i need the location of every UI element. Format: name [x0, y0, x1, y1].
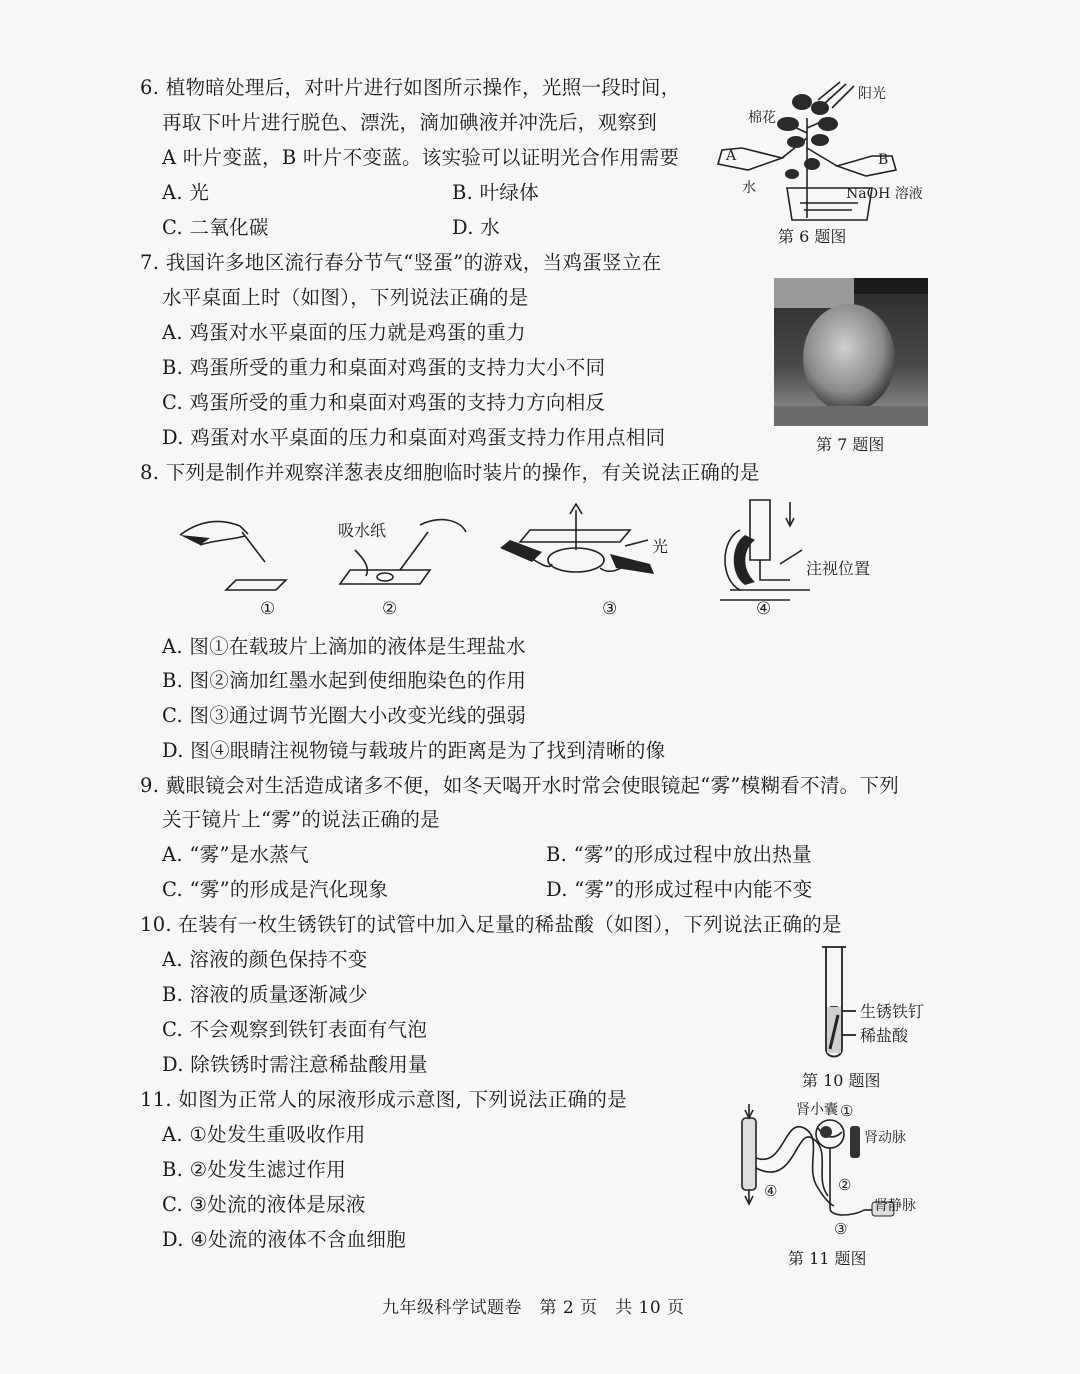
q11-label-2: ②: [838, 1176, 852, 1194]
q11-label-renal-vein: 肾静脉: [874, 1198, 916, 1214]
q8-operations-figure: [170, 490, 910, 620]
q10-figure-caption: 第 10 题图: [802, 1071, 881, 1090]
q11-label-3: ③: [834, 1220, 848, 1238]
q8-label-blotting-paper: 吸水纸: [338, 521, 387, 540]
page-footer: 九年级科学试题卷 第 2 页 共 10 页: [382, 1298, 685, 1318]
q11-label-4: ④: [764, 1182, 778, 1200]
q6-label-sunlight: 阳光: [858, 86, 886, 102]
q6-stem-line-1: 6. 植物暗处理后，对叶片进行如图所示操作，光照一段时间，: [140, 76, 681, 99]
q8-number-1: ①: [260, 599, 276, 619]
q9-option-a: A. “雾”是水蒸气: [162, 843, 309, 866]
q7-option-c: C. 鸡蛋所受的重力和桌面对鸡蛋的支持力方向相反: [162, 391, 606, 414]
q6-stem-line-3: A 叶片变蓝，B 叶片不变蓝。该实验可以证明光合作用需要: [162, 146, 680, 169]
q7-option-a: A. 鸡蛋对水平桌面的压力就是鸡蛋的重力: [162, 321, 526, 344]
q6-option-c: C. 二氧化碳: [162, 216, 269, 239]
q11-figure-caption: 第 11 题图: [788, 1249, 867, 1268]
q6-option-b: B. 叶绿体: [452, 181, 540, 204]
q11-option-d: D. ④处流的液体不含血细胞: [162, 1228, 407, 1251]
q10-option-d: D. 除铁锈时需注意稀盐酸用量: [162, 1053, 428, 1076]
q9-option-c: C. “雾”的形成是汽化现象: [162, 878, 389, 901]
q9-option-b: B. “雾”的形成过程中放出热量: [546, 843, 812, 866]
q7-option-b: B. 鸡蛋所受的重力和桌面对鸡蛋的支持力大小不同: [162, 356, 606, 379]
q9-stem-line-2: 关于镜片上“雾”的说法正确的是: [162, 808, 440, 831]
q8-number-2: ②: [382, 599, 398, 619]
q7-stem-line-1: 7. 我国许多地区流行春分节气“竖蛋”的游戏，当鸡蛋竖立在: [140, 251, 662, 274]
q9-option-d: D. “雾”的形成过程中内能不变: [546, 878, 813, 901]
q6-plant-figure: [712, 78, 942, 226]
q8-number-4: ④: [756, 599, 772, 619]
q7-option-d: D. 鸡蛋对水平桌面的压力和桌面对鸡蛋支持力作用点相同: [162, 426, 666, 449]
q10-option-a: A. 溶液的颜色保持不变: [162, 948, 368, 971]
q9-stem-line-1: 9. 戴眼镜会对生活造成诸多不便，如冬天喝开水时常会使眼镜起“雾”模糊看不清。下列: [140, 774, 900, 797]
q6-label-b: B: [878, 152, 889, 168]
q11-label-renal-capsule: 肾小囊: [796, 1102, 838, 1118]
q11-option-a: A. ①处发生重吸收作用: [162, 1123, 366, 1146]
q8-stem: 8. 下列是制作并观察洋葱表皮细胞临时装片的操作，有关说法正确的是: [140, 461, 760, 484]
q8-number-3: ③: [602, 599, 618, 619]
q10-option-b: B. 溶液的质量逐渐减少: [162, 983, 368, 1006]
q8-option-a: A. 图①在载玻片上滴加的液体是生理盐水: [162, 635, 526, 658]
q11-option-b: B. ②处发生滤过作用: [162, 1158, 347, 1181]
q10-test-tube-figure: [816, 945, 936, 1065]
q10-label-dilute-hcl: 稀盐酸: [860, 1026, 909, 1045]
q6-stem-line-2: 再取下叶片进行脱色、漂洗，滴加碘液并冲洗后，观察到: [162, 111, 658, 134]
q8-label-light: 光: [652, 537, 669, 556]
q6-option-a: A. 光: [162, 181, 210, 204]
q11-label-1: ①: [840, 1102, 854, 1120]
q6-label-a: A: [726, 148, 737, 164]
q7-figure-caption: 第 7 题图: [816, 435, 885, 454]
q8-option-b: B. 图②滴加红墨水起到使细胞染色的作用: [162, 669, 527, 692]
q6-label-cotton: 棉花: [748, 110, 776, 126]
q10-option-c: C. 不会观察到铁钉表面有气泡: [162, 1018, 428, 1041]
q7-stem-line-2: 水平桌面上时（如图），下列说法正确的是: [162, 286, 529, 309]
q8-label-gaze-position: 注视位置: [806, 559, 871, 578]
q6-figure-caption: 第 6 题图: [778, 227, 847, 246]
q11-nephron-figure: [734, 1098, 934, 1243]
q6-label-naoh: NaOH 溶液: [846, 186, 923, 202]
q8-option-d: D. 图④眼睛注视物镜与载玻片的距离是为了找到清晰的像: [162, 739, 666, 762]
q10-stem: 10. 在装有一枚生锈铁钉的试管中加入足量的稀盐酸（如图），下列说法正确的是: [140, 913, 842, 936]
q8-option-c: C. 图③通过调节光圈大小改变光线的强弱: [162, 704, 527, 727]
q11-label-renal-artery: 肾动脉: [864, 1130, 906, 1146]
q7-egg-photo: [774, 278, 928, 426]
q6-label-water: 水: [742, 180, 756, 196]
q11-option-c: C. ③处流的液体是尿液: [162, 1193, 366, 1216]
q11-stem: 11. 如图为正常人的尿液形成示意图, 下列说法正确的是: [140, 1088, 628, 1111]
q10-label-rusty-nail: 生锈铁钉: [860, 1002, 925, 1021]
q6-option-d: D. 水: [452, 216, 501, 239]
